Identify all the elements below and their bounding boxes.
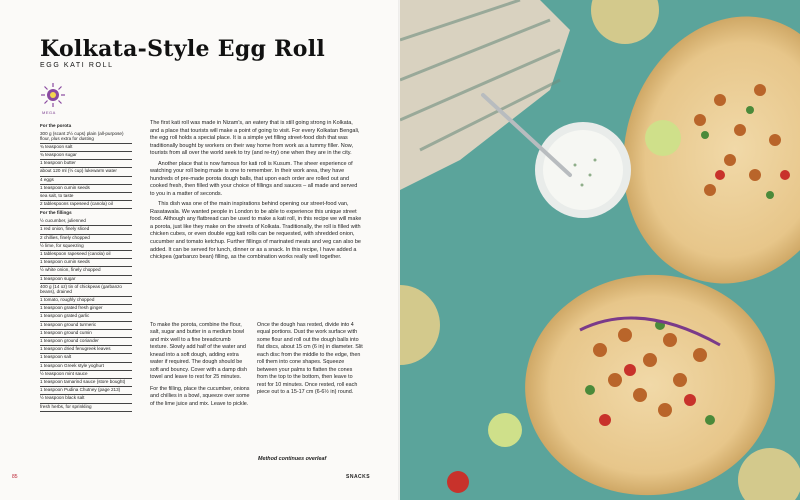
ingredient-item: 300 g (scant 2½ cups) plain (all-purpose) flour, plus extra for dusting [40, 131, 132, 144]
section-name: SNACKS [346, 474, 371, 480]
ingredient-item: ½ cucumber, julienned [40, 218, 132, 226]
ingredient-item: fresh herbs, for sprinkling [40, 404, 132, 412]
ingredient-item: 1 teaspoon grated fresh ginger [40, 305, 132, 313]
continues-note: Method continues overleaf [258, 456, 327, 462]
ingredient-item: 2 chillies, finely chopped [40, 235, 132, 243]
ingredient-item: ¾ teaspoon sugar [40, 152, 132, 160]
ingredient-item: 1 teaspoon tamarind sauce (store bought) [40, 379, 132, 387]
method-paragraph: To make the porota, combine the flour, salt, sugar and butter in a medium bowl and mix well to a fine breadcrumb texture. Slowly add half of the water and knead into a soft dough, adding extra water if required. The dough should be soft and bouncy. Cover with a damp dish towel and leave to rest for 25 minutes. [150, 322, 247, 381]
ingredient-item: 400 g (14 oz) tin of chickpeas (garbanzo beans), drained [40, 284, 132, 297]
recipe-subtitle: EGG KATI ROLL [40, 62, 114, 69]
ingredients-list [40, 122, 132, 412]
ingredient-item: ½ lime, for squeezing [40, 243, 132, 251]
recipe-title: Kolkata-Style Egg Roll [40, 36, 326, 62]
ingredient-item: ½ white onion, finely chopped [40, 267, 132, 275]
ingredient-item: 1 teaspoon cumin seeds [40, 259, 132, 267]
ingredients-heading: For the fillings [40, 210, 72, 216]
ingredient-item: 1 teaspoon sugar [40, 276, 132, 284]
ingredient-item: 1 teaspoon grated garlic [40, 313, 132, 321]
intro-paragraph: The first kati roll was made in Nizam's, an eatery that is still going strong in Kolkata, and a place that tourists will make a point of going to visit. For every Kolkatan Bengali, the egg roll holds a special place. It is a simple yet filling street-food dish that was traditionally bought by workers on their way home from work as a tummy filler. Now, tourists from all over the world seek to try (and re-try) one when they are in the city. [150, 120, 360, 157]
method-column-2 [257, 322, 363, 401]
ingredient-item: 1 red onion, finely sliced [40, 226, 132, 234]
page-number: 85 [12, 474, 18, 480]
method-paragraph: Once the dough has rested, divide into 4 equal portions. Dust the work surface with some flour and roll out the dough balls into flat discs, about 15 cm (6 in) in diameter. Slit each disc from the middle to the edge, then roll them into cone shapes. Squeeze between your palms to flatten the cones from the top to the bottom, then leave to rest for 10 minutes. Once rested, roll each piece out to a 15-17 cm (6-6½ in) round. [257, 322, 363, 396]
ingredient-item: 1 teaspoon ground cumin [40, 330, 132, 338]
method-column-1 [150, 322, 250, 412]
vegetarian-badge-icon [40, 82, 66, 108]
intro-paragraph: Another place that is now famous for kati roll is Kusum. The sheer experience of watching your roll being made is one to remember. In their work area, they have hundreds of pre-made porota dough balls, that upon each order are rolled out and cooked fresh, then filled with your choice of fillings and sauces – all made and served to you in a matter of seconds. [150, 160, 358, 197]
ingredient-item: 1 teaspoon butter [40, 160, 132, 168]
method-paragraph: For the filling, place the cucumber, onions and chillies in a bowl, squeeze over some of the lime juice and mix. Leave to pickle. [150, 385, 250, 407]
ingredient-item: 1 teaspoon dried fenugreek leaves [40, 346, 132, 354]
ingredient-item: 1 teaspoon ground coriander [40, 338, 132, 346]
ingredient-item: 1 teaspoon Greek style yoghurt [40, 363, 132, 371]
ingredient-item: 4 eggs [40, 177, 132, 185]
ingredient-item: ½ teaspoon mint sauce [40, 371, 132, 379]
ingredient-item: sea salt, to taste [40, 193, 132, 201]
ingredient-item: 2 tablespoons rapeseed (canola) oil [40, 201, 132, 209]
ingredient-item: 1 teaspoon Pudina Chutney (page 213) [40, 387, 132, 395]
ingredient-item: 1 tomato, roughly chopped [40, 297, 132, 305]
ingredient-item: ½ teaspoon black salt [40, 395, 132, 403]
intro-paragraph: This dish was one of the main inspirations behind opening our street-food van, Rasatawala. We wanted people in London to be able to experience this unique street food. Although any flatbread can be used to make a kati roll, in this recipe we will make a porota, just like they make on the streets of Kolkata. Traditionally, the roll is filled with chicken cubes, or even double egg kati rolls can be requested, with shredded onion, cucumber and tomato ketchup. Further fillings of marinated meats and veg can also be added. It can be served for lunch, dinner or as a snack. In this recipe, I have added a chickpea (garbanzo bean) filling, as the combination works really well together. [150, 201, 362, 261]
badge-label: MEGA [42, 110, 56, 115]
ingredient-item: 1 teaspoon ground turmeric [40, 322, 132, 330]
ingredient-item: 1 teaspoon salt [40, 354, 132, 362]
ingredient-item: 1 teaspoon cumin seeds [40, 185, 132, 193]
food-photo-illustration [400, 0, 800, 500]
ingredient-item: 1 tablespoon rapeseed (canola) oil [40, 251, 132, 259]
ingredient-item: ¾ teaspoon salt [40, 144, 132, 152]
intro-text [150, 120, 363, 265]
ingredients-heading: For the porota [40, 123, 72, 128]
food-photo [400, 0, 800, 500]
ingredient-item: about 120 ml (½ cup) lukewarm water [40, 168, 132, 176]
